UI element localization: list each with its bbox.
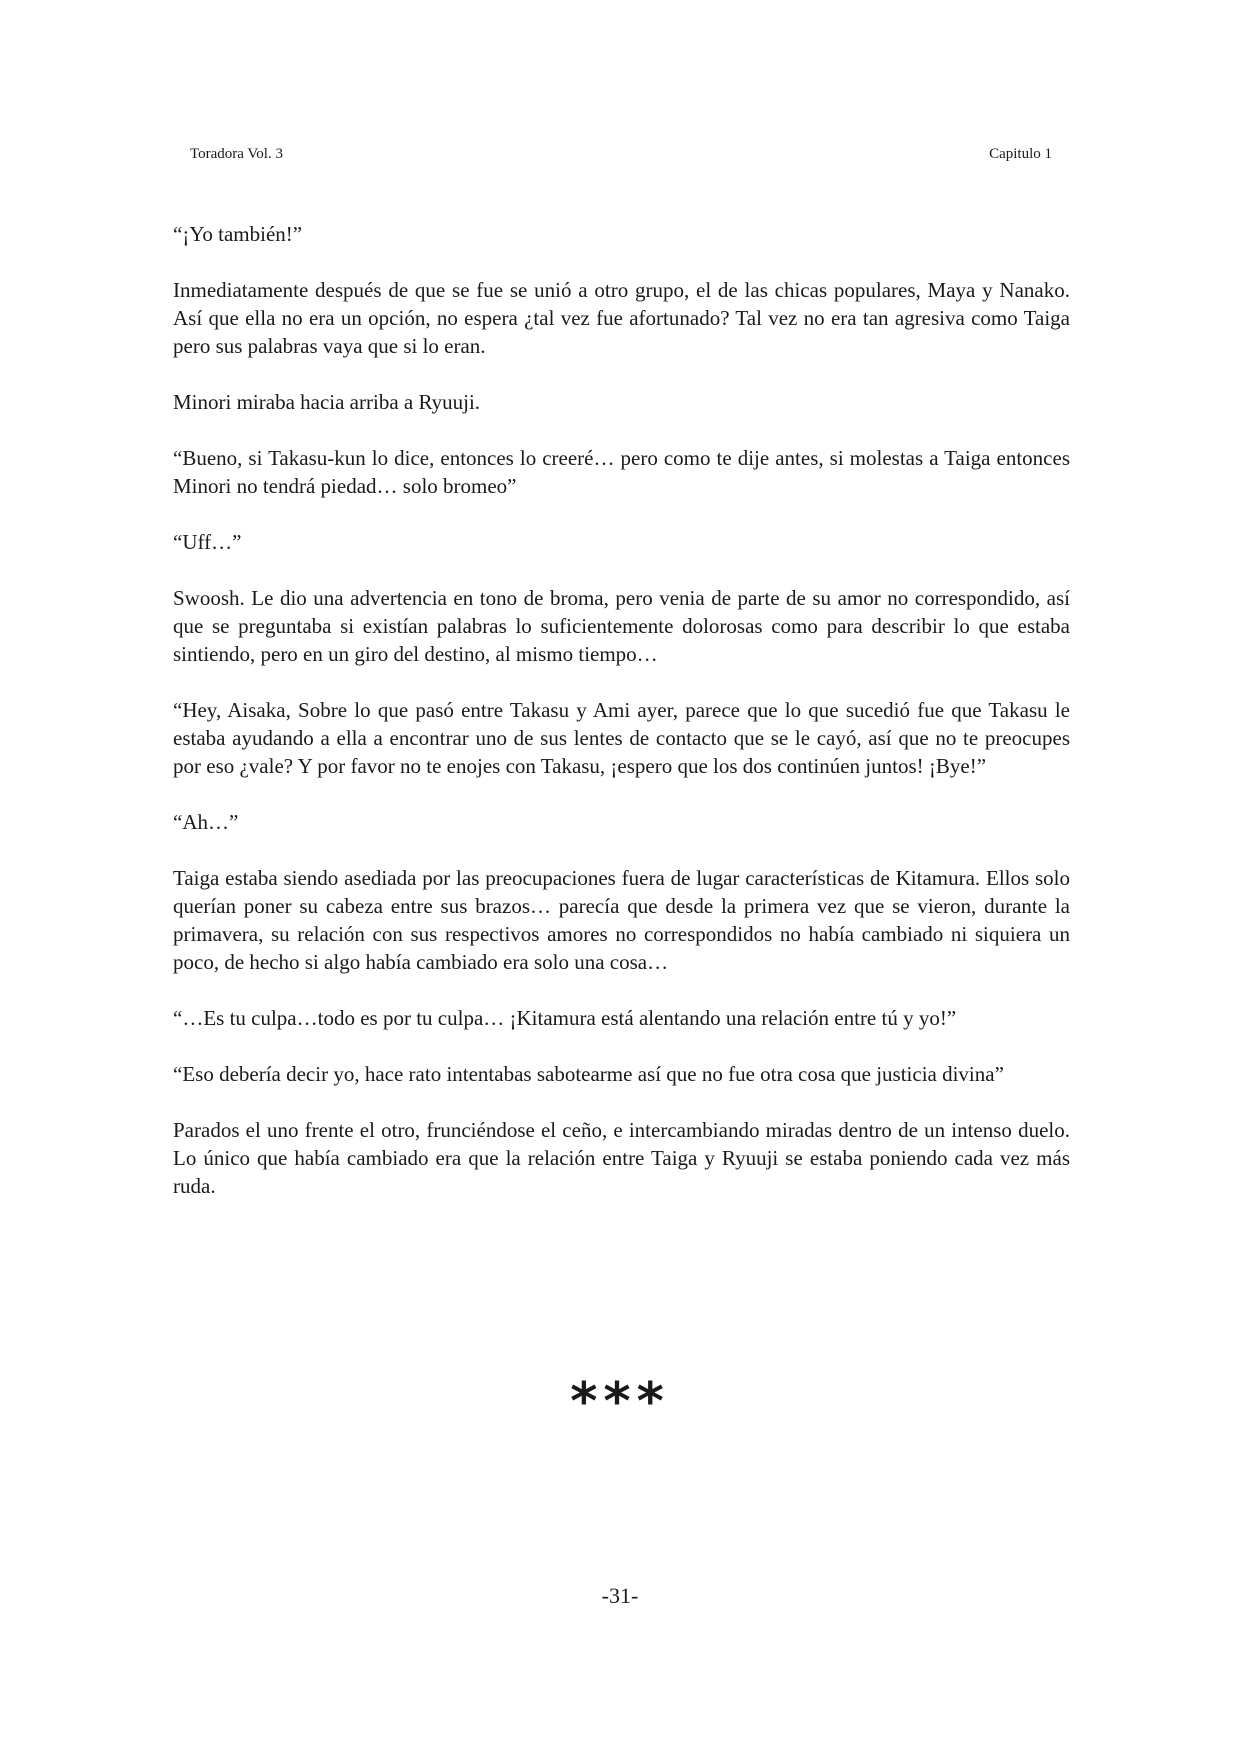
running-header-title: Toradora Vol. 3: [190, 146, 283, 162]
paragraph: “Uff…”: [173, 530, 242, 554]
body-text: [173, 220, 1070, 1228]
paragraph: “…Es tu culpa…todo es por tu culpa… ¡Kitamura está alentando una relación entre tú y yo!”: [173, 1006, 957, 1030]
paragraph: “Hey, Aisaka, Sobre lo que pasó entre Takasu y Ami ayer, parece que lo que sucedió fue que Takasu le estaba ayudando a ella a encontrar uno de sus lentes de contacto que se le cayó, así que no te preocupes por eso ¿vale? Y por favor no te enojes con Takasu, ¡espero que los dos continúen juntos! ¡Bye!”: [173, 698, 1070, 778]
section-separator: ***: [570, 1372, 670, 1432]
paragraph: “¡Yo también!”: [173, 222, 303, 246]
paragraph: “Bueno, si Takasu-kun lo dice, entonces lo creeré… pero como te dije antes, si molestas a Taiga entonces Minori no tendrá piedad… solo bromeo”: [173, 446, 1070, 498]
paragraph: Parados el uno frente el otro, frunciéndose el ceño, e intercambiando miradas dentro de un intenso duelo. Lo único que había cambiado era que la relación entre Taiga y Ryuuji se estaba poniendo cada vez más ruda.: [173, 1118, 1070, 1198]
paragraph: Minori miraba hacia arriba a Ryuuji.: [173, 390, 481, 414]
paragraph: “Eso debería decir yo, hace rato intentabas sabotearme así que no fue otra cosa que justicia divina”: [173, 1062, 1004, 1086]
running-header-chapter: Capitulo 1: [989, 146, 1052, 162]
page-number: -31-: [601, 1583, 639, 1608]
paragraph: Taiga estaba siendo asediada por las preocupaciones fuera de lugar características de Kitamura. Ellos solo querían poner su cabeza entre sus brazos… parecía que desde la primera vez que se vieron, durante la primavera, su relación con sus respectivos amores no correspondidos no había cambiado ni siquiera un poco, de hecho si algo había cambiado era solo una cosa…: [173, 866, 1070, 974]
paragraph: Inmediatamente después de que se fue se unió a otro grupo, el de las chicas populares, Maya y Nanako. Así que ella no era un opción, no espera ¿tal vez fue afortunado? Tal vez no era tan agresiva como Taiga pero sus palabras vaya que si lo eran.: [173, 278, 1070, 358]
paragraph: Swoosh. Le dio una advertencia en tono de broma, pero venia de parte de su amor no correspondido, así que se preguntaba si existían palabras lo suficientemente dolorosas como para describir lo que estaba sintiendo, pero en un giro del destino, al mismo tiempo…: [173, 586, 1070, 666]
paragraph: “Ah…”: [173, 810, 239, 834]
